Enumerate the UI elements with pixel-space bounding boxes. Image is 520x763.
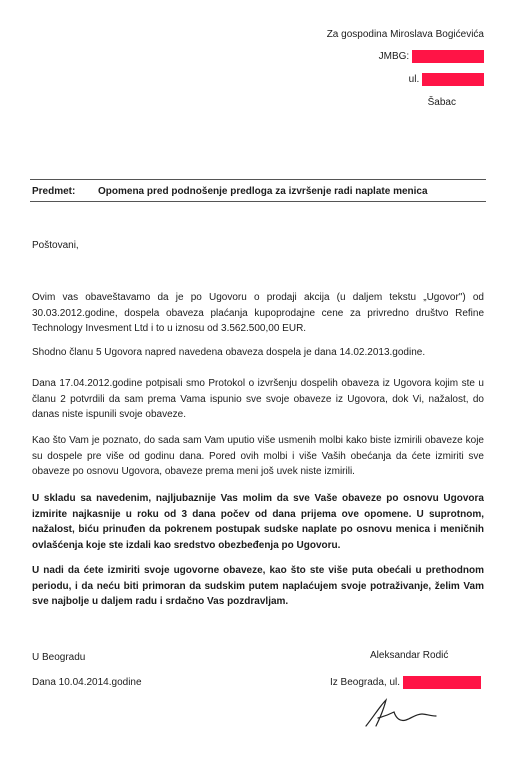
closing-date: Dana 10.04.2014.godine bbox=[32, 677, 142, 688]
redaction-block bbox=[412, 50, 484, 63]
jmbg-label: JMBG: bbox=[378, 51, 410, 62]
redaction-block bbox=[403, 676, 481, 689]
sender-address bbox=[330, 675, 481, 691]
subject-rule-top bbox=[30, 179, 486, 180]
subject-label: Predmet: bbox=[32, 186, 76, 197]
paragraph-protocol: Dana 17.04.2012.godine potpisali smo Protokol o izvršenju dospelih obaveza iz Ugovora kojim ste u članu 2 potvrdili da sam prema Vama ispunio sve svoje obaveze iz Ugovora, dok Vi, nažalost, do danas niste ispunili svoje obaveze. bbox=[32, 378, 484, 420]
paragraph-closing: U nadi da ćete izmiriti svoje ugovorne obaveze, kao što ste više puta obećali u prethodnom periodu, i da neću biti primoran da sudskim putem naplaćujem svoje potraživanje, želim Vam sve najbolje u daljem radu i srdačno Vas pozdravljam. bbox=[32, 565, 484, 607]
closing-place: U Beogradu bbox=[32, 652, 86, 663]
paragraph-contract: Ovim vas obaveštavamo da je po Ugovoru o prodaji akcija (u daljem tekstu „Ugovor") od 30.03.2012.godine, dospela obaveza plaćanja kupoprodajne cene za privredno društvo Refine Technology Invesment Ltd i to u iznosu od 3.562.500,00 EUR. bbox=[32, 292, 484, 334]
jmbg-line bbox=[379, 49, 484, 65]
subject-rule-bottom bbox=[30, 201, 486, 202]
greeting: Poštovani, bbox=[32, 240, 79, 251]
paragraph-requests: Kao što Vam je poznato, do sada sam Vam uputio više usmenih molbi kako biste izmirili obaveze koje su dospele pre više od godinu dana. Pored ovih molbi i više Vaših obećanja da ćete izmiriti sve obaveze po osnovu Ugovora, obaveze prema meni još uvek niste izmirili. bbox=[32, 435, 484, 477]
recipient-city: Šabac bbox=[427, 97, 456, 108]
redaction-block bbox=[422, 73, 484, 86]
street-label: ul. bbox=[408, 74, 420, 85]
street-line bbox=[409, 72, 484, 88]
sender-address-prefix: Iz Beograda, ul. bbox=[330, 677, 401, 688]
paragraph-demand: U skladu sa navedenim, najljubaznije Vas molim da sve Vaše obaveze po osnovu Ugovora izmirite najkasnije u roku od 3 dana počev od dana prijema ove opomene. U suprotnom, nažalost, biću prinuđen da pokrenem postupak sudske naplate po osnovu menica i meničnih ovlašćenja koje ste izdali kao sredstvo obezbeđenja po Ugovoru. bbox=[32, 493, 484, 551]
handwritten-signature bbox=[360, 696, 450, 730]
recipient-name: Za gospodina Miroslava Bogićevića bbox=[326, 29, 484, 40]
sender-name: Aleksandar Rodić bbox=[370, 650, 449, 661]
paragraph-due-date: Shodno članu 5 Ugovora napred navedena obaveza dospela je dana 14.02.2013.godine. bbox=[32, 347, 426, 358]
subject-text: Opomena pred podnošenje predloga za izvršenje radi naplate menica bbox=[98, 186, 428, 197]
